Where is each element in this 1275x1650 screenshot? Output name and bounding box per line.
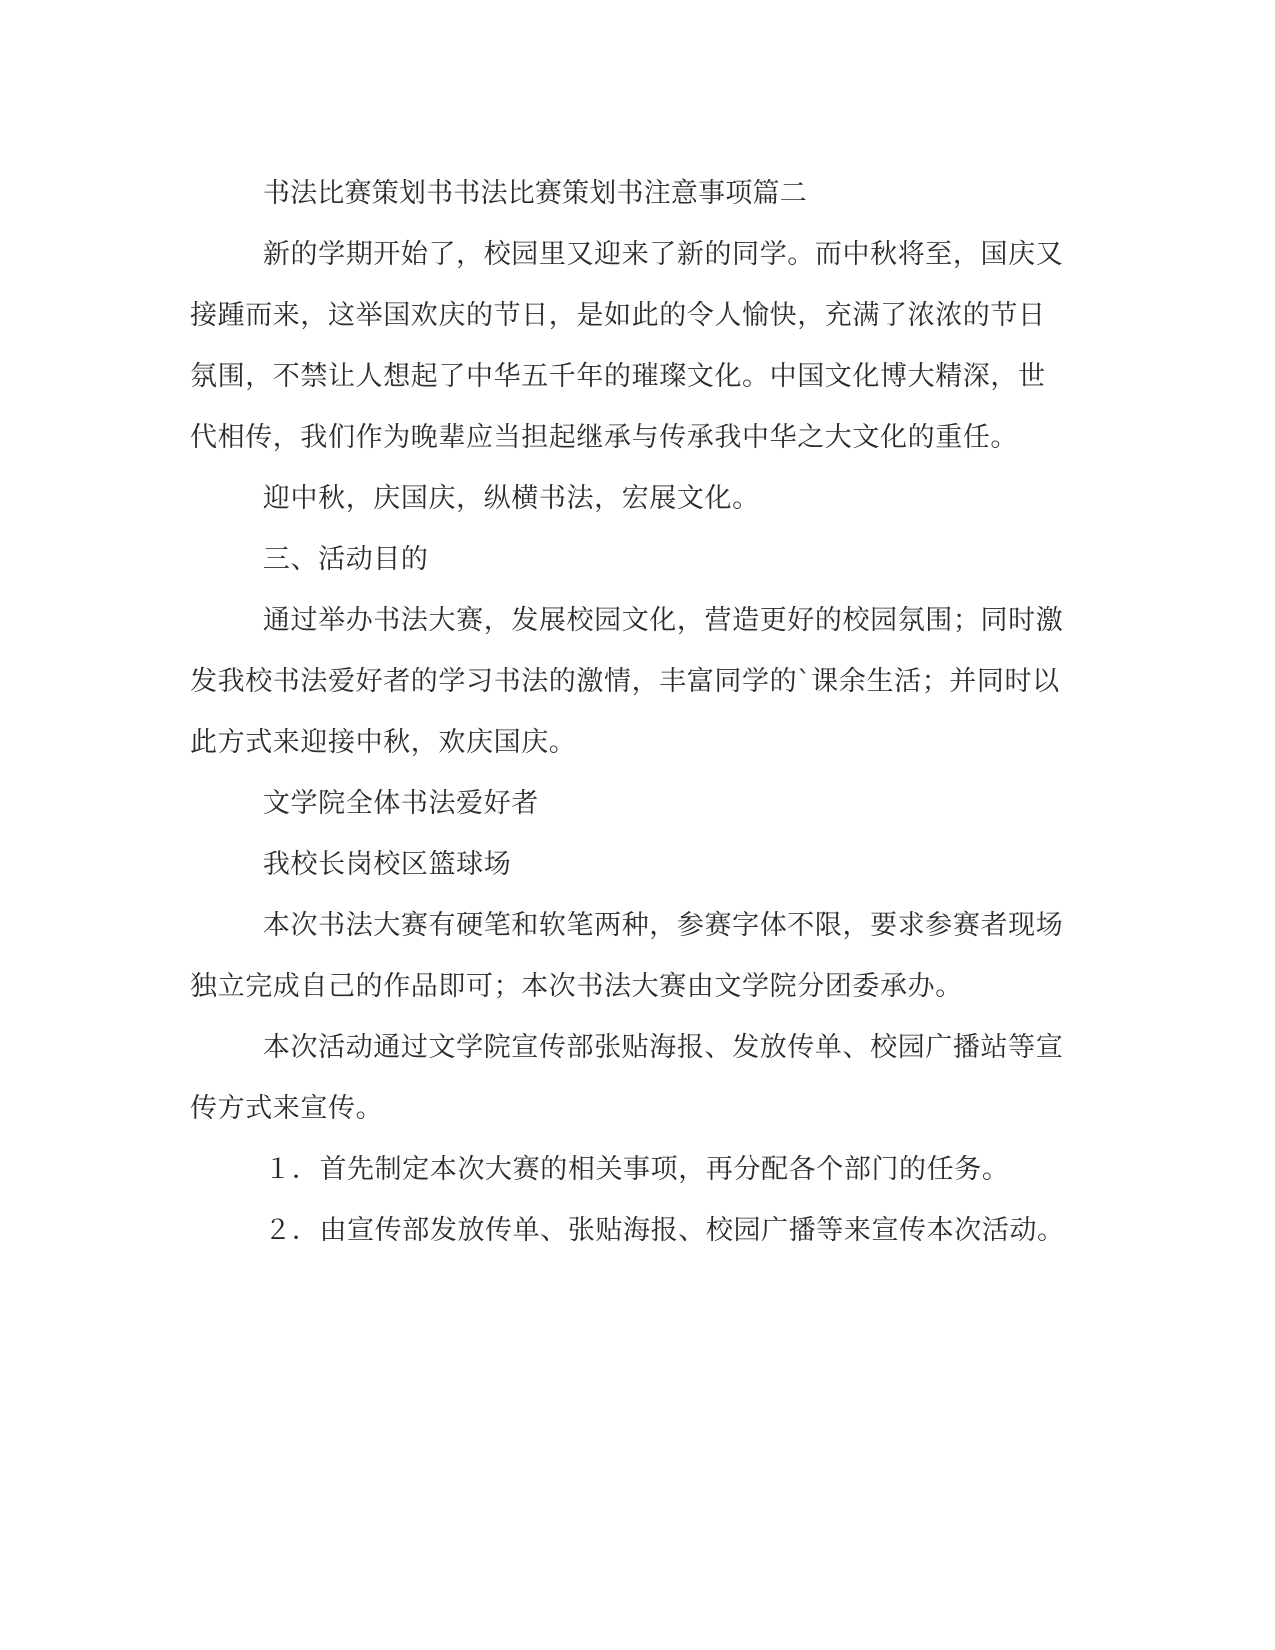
list-item: １．首先制定本次大赛的相关事项，再分配各个部门的任务。: [264, 1154, 1010, 1185]
section-heading-purpose: 三、活动目的: [262, 544, 429, 575]
list-item: ２．由宣传部发放传单、张贴海报、校园广播等来宣传本次活动。: [264, 1215, 1065, 1246]
paragraph-contest-rules: 本次书法大赛有硬笔和软笔两种，参赛字体不限，要求参赛者现场独立完成自己的作品即可；本次书法大赛由文学院分团委承办。: [190, 910, 1064, 1002]
paragraph-theme: 迎中秋，庆国庆，纵横书法，宏展文化。: [262, 483, 760, 514]
paragraph-purpose: 通过举办书法大赛，发展校园文化，营造更好的校园氛围；同时激发我校书法爱好者的学习书法的激情，丰富同学的`课余生活；并同时以此方式来迎接中秋，欢庆国庆。: [190, 605, 1064, 758]
paragraph-participants: 文学院全体书法爱好者: [262, 788, 539, 819]
paragraph-venue: 我校长岗校区篮球场: [262, 849, 512, 880]
document-body: [190, 163, 1070, 1261]
document-title: 书法比赛策划书书法比赛策划书注意事项篇二: [262, 178, 807, 209]
paragraph-publicity: 本次活动通过文学院宣传部张贴海报、发放传单、校园广播站等宣传方式来宣传。: [190, 1032, 1064, 1124]
paragraph-intro: 新的学期开始了，校园里又迎来了新的同学。而中秋将至，国庆又接踵而来，这举国欢庆的节日，是如此的令人愉快，充满了浓浓的节日氛围，不禁让人想起了中华五千年的璀璨文化。中国文化博大精深，世代相传，我们作为晚辈应当担起继承与传承我中华之大文化的重任。: [190, 239, 1064, 453]
